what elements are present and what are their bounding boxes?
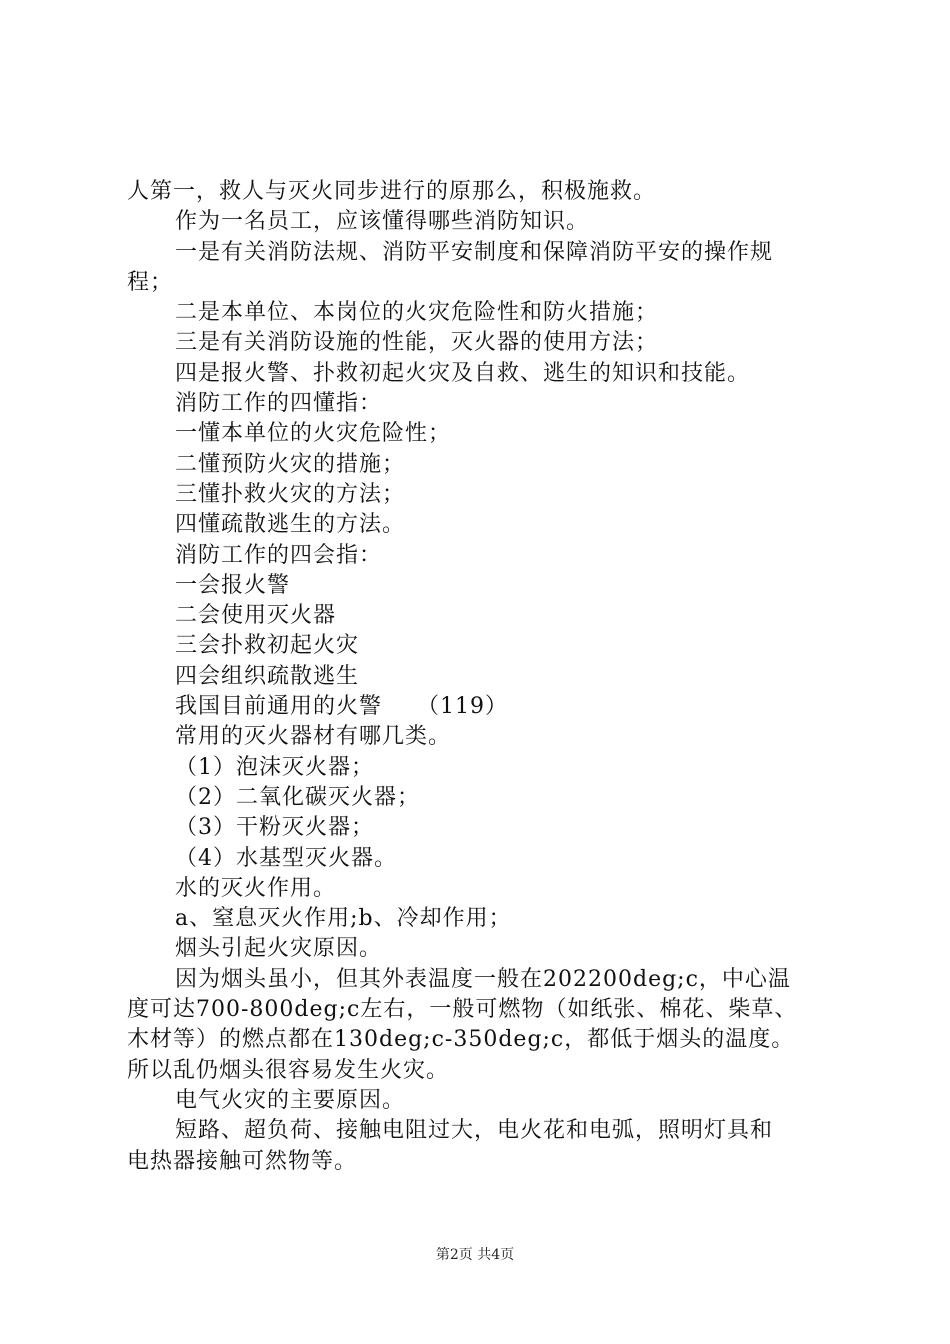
text-line: 因为烟头虽小，但其外表温度一般在202200deg;c，中心温 (175, 966, 791, 992)
text-line: 消防工作的四会指： (175, 542, 383, 568)
text-line: 二会使用灭火器 (175, 603, 337, 629)
text-line: 常用的灭火器材有哪几类。 (175, 724, 452, 750)
text-line: （1）泡沫灭火器； (175, 754, 374, 780)
text-line: 四懂疏散逃生的方法。 (175, 512, 406, 538)
text-line: 度可达700-800deg;c左右，一般可燃物（如纸张、棉花、柴草、 (127, 997, 798, 1023)
text-line: 水的灭火作用。 (175, 875, 337, 901)
text-line: 一会报火警 (175, 572, 291, 598)
text-line: 电热器接触可然物等。 (127, 1148, 358, 1174)
text-line: 消防工作的四懂指： (175, 391, 383, 417)
text-line: 作为一名员工，应该懂得哪些消防知识。 (175, 209, 590, 235)
text-line: 我国目前通用的火警 （119） (175, 694, 508, 720)
text-line: （4）水基型灭火器。 (175, 845, 397, 871)
text-line: 三会扑救初起火灾 (175, 633, 360, 659)
text-line: 四会组织疏散逃生 (175, 663, 360, 689)
text-line: 烟头引起火灾原因。 (175, 936, 383, 962)
text-line: 所以乱仍烟头很容易发生火灾。 (127, 1057, 450, 1083)
text-line: 一懂本单位的火灾危险性； (175, 421, 452, 447)
page-footer: 第2页 共4页 (435, 1247, 515, 1263)
text-line: 电气火灾的主要原因。 (175, 1087, 406, 1113)
text-line: （2）二氧化碳灭火器； (175, 784, 420, 810)
text-line: 人第一，救人与灭火同步进行的原那么，积极施救。 (127, 179, 657, 204)
text-line: 二懂预防火灾的措施； (175, 451, 406, 477)
text-line: 三懂扑救火灾的方法； (175, 481, 406, 507)
text-line: 二是本单位、本岗位的火灾危险性和防火措施； (175, 300, 659, 326)
text-line: 三是有关消防设施的性能，灭火器的使用方法； (175, 330, 659, 356)
document-body (127, 177, 847, 1177)
text-line: （3）干粉灭火器； (175, 815, 374, 841)
text-line: 一是有关消防法规、消防平安制度和保障消防平安的操作规 (175, 239, 774, 265)
text-line: 程； (127, 269, 174, 295)
text-line: 四是报火警、扑救初起火灾及自救、逃生的知识和技能。 (175, 360, 751, 386)
text-line: a、窒息灭火作用;b、冷却作用； (175, 906, 512, 932)
text-line: 木材等）的燃点都在130deg;c-350deg;c，都低于烟头的温度。 (127, 1027, 795, 1053)
text-line: 短路、超负荷、接触电阻过大，电火花和电弧，照明灯具和 (175, 1118, 774, 1144)
